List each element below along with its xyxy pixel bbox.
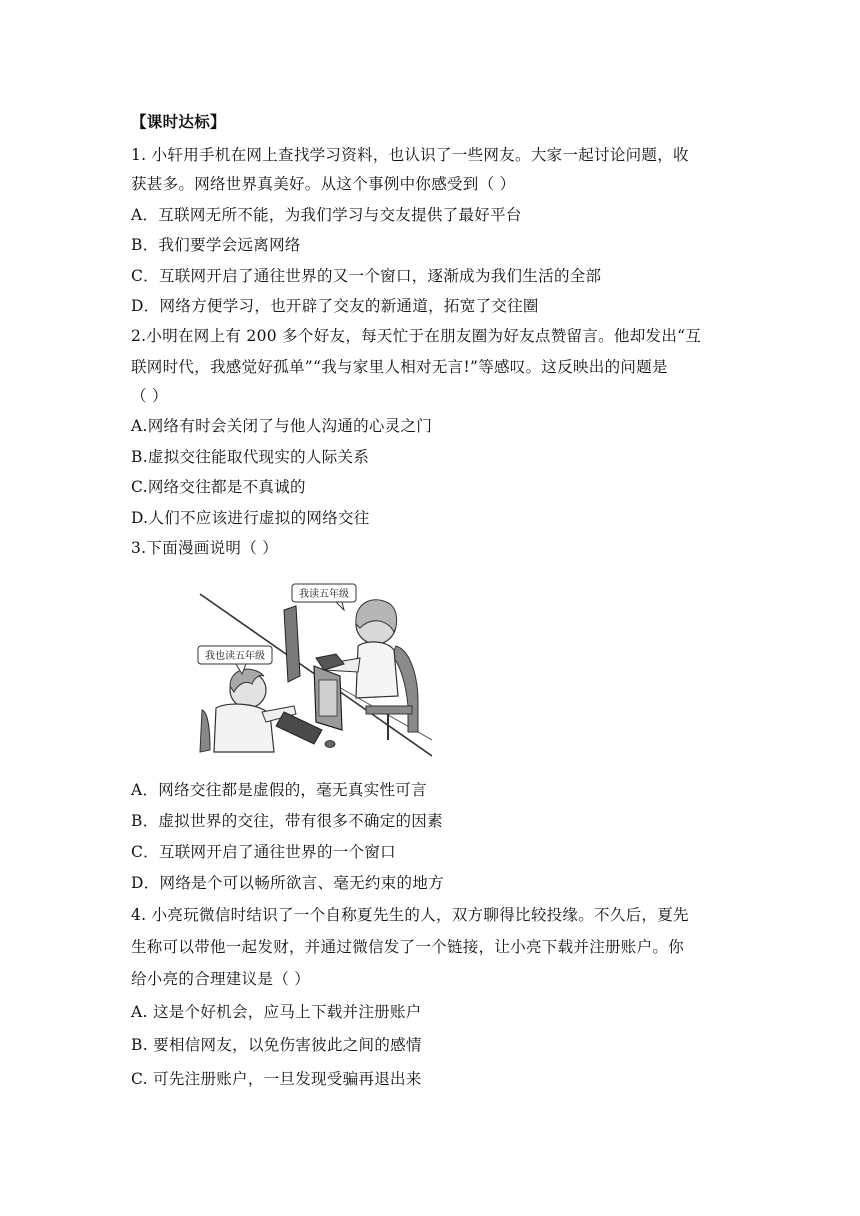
question-4-stem-line-1: 4. 小亮玩微信时结识了一个自称夏先生的人，双方聊得比较投缘。不久后，夏先 [131,906,689,924]
question-3-option-c: C．互联网开启了通往世界的一个窗口 [131,843,396,861]
question-1-option-b: B．我们要学会远离网络 [131,236,301,254]
question-1-stem-line-1: 1. 小轩用手机在网上查找学习资料，也认识了一些网友。大家一起讨论问题，收 [131,146,689,164]
comic-bubble-right-text: 我读五年级 [299,589,349,600]
question-4-option-a: A. 这是个好机会，应马上下载并注册账户 [131,1003,422,1021]
question-4-stem-line-3: 给小亮的合理建议是（ ） [131,970,311,988]
question-1-option-c: C．互联网开启了通往世界的又一个窗口，逐渐成为我们生活的全部 [131,267,602,285]
question-1-stem-line-2: 获甚多。网络世界真美好。从这个事例中你感受到（ ） [131,175,516,193]
comic-bubble-left-text: 我也读五年级 [205,651,265,662]
question-2-stem-line-3: （ ） [131,387,168,405]
question-1-option-a: A．互联网无所不能，为我们学习与交友提供了最好平台 [131,206,522,224]
question-2-option-a: A.网络有时会关闭了与他人沟通的心灵之门 [131,417,433,435]
question-2-option-b: B.虚拟交往能取代现实的人际关系 [131,448,370,466]
comic-illustration [196,580,432,762]
question-3-stem: 3.下面漫画说明（ ） [131,539,279,557]
question-1-option-d: D．网络方便学习，也开辟了交友的新通道，拓宽了交往圈 [131,297,539,315]
question-4-stem-line-2: 生称可以带他一起发财，并通过微信发了一个链接，让小亮下载并注册账户。你 [131,938,685,956]
question-2-option-d: D.人们不应该进行虚拟的网络交往 [131,509,370,527]
section-title: 【课时达标】 [131,112,226,131]
question-2-stem-line-2: 联网时代，我感觉好孤单”“我与家里人相对无言!”等感叹。这反映出的问题是 [131,358,668,376]
question-2-stem-line-1: 2.小明在网上有 200 多个好友，每天忙于在朋友圈为好友点赞留言。他却发出“互 [131,327,702,345]
question-2-option-c: C.网络交往都是不真诚的 [131,478,306,496]
question-3-option-b: B．虚拟世界的交往，带有很多不确定的因素 [131,812,443,830]
question-4-option-c: C. 可先注册账户，一旦发现受骗再退出来 [131,1070,422,1088]
question-3-option-d: D．网络是个可以畅所欲言、毫无约束的地方 [131,874,444,892]
question-3-option-a: A．网络交往都是虚假的，毫无真实性可言 [131,781,427,799]
question-4-option-b: B. 要相信网友，以免伤害彼此之间的感情 [131,1036,422,1054]
